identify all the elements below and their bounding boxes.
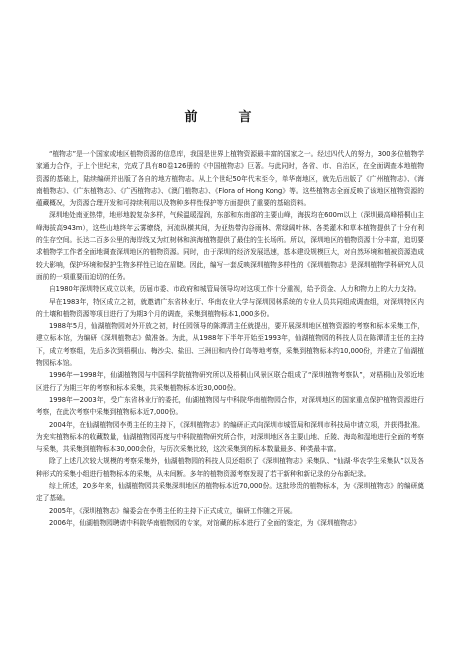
paragraph: 1998年—2003年，受广东省林业厅的委托，仙湖植物园与中科院华南植物园合作，对深圳地区的国家重点保护植物资源进行考察，在此次考察中采集到植物标本近7,000份。 [36, 395, 424, 417]
paragraph: 1996年—1998年，仙湖植物园与中国科学院植物研究所以及梧桐山风景区联合组成了“深圳植物考察队”，对梧桐山及邻近地区进行了为期三年的考察和标本采集，共采集植物标本近30,000份。 [36, 371, 424, 392]
page-title: 前 言 [184, 110, 266, 125]
paragraph: 2006年，仙湖植物园聘请中科院华南植物园的专家，对馆藏的标本进行了全面的鉴定，为《深圳植物志》 [49, 518, 361, 527]
paragraph: 2005年，《深圳植物志》编委会在李勇主任的主持下正式成立，编研工作随之开展。 [49, 506, 297, 515]
preface-body [36, 148, 424, 529]
paragraph: 1988年5月，仙湖植物园对外开放之初，时任园领导的陈潭清主任就提出，要开展深圳地区植物资源的考察和标本采集工作，建立标本馆，为编研《深圳植物志》做准备。为此，从1988年下半年开始至1993年，仙湖植物园的科技人员在陈潭清主任的主持下，成立考察组，先后多次到梧桐山、梅沙尖、盐田、三洲田和内伶仃岛等地考察，采集到植物标本约10,000份，并建立了仙湖植物园标本馆。 [36, 322, 424, 368]
paragraph: 早在1983年，特区成立之初，就邀请广东省林业厅、华南农业大学与深圳园林系统的专业人员共同组成调查组，对深圳特区内的土壤和植物资源等项目进行了为期3个月的调查，采集到植物标本1,000多份。 [36, 297, 424, 318]
paragraph: 深圳地处南亚热带，地形地貌复杂多样，气候温暖湿润，东部和东南部的主要山峰，海拔均在600m以上（深圳最高峰梧桐山主峰海拔高943m），这些山地终年云雾缭绕，河流纵横其间，为亚热带沟谷雨林、常绿阔叶林、各类灌木和草本植物提供了十分有利的生存空间。长达二百多公里的海岸线又为红树林和滨海植物提供了最佳的生长场所。所以，深圳地区的植物资源十分丰富，追切要求植物学工作者全面地调查深圳地区的植物资源。同时，由于深圳的经济发展迅速，基本建设规模巨大，对自然环境和植被资源造成较大影响，保护环境和保护生物多样性已迫在眉睫。因此，编写一套反映深圳植物多样性的《深圳植物志》是深圳植物学科研究人员面前的一项重要而迫切的任务。 [36, 211, 424, 281]
paragraph: “植物志”是一个国家或地区植物资源的信息库，我国是世界上植物资源最丰富的国家之一。经过四代人的努力，300多位植物学家通力合作，于上个世纪末，完成了具有80卷126册的《中国植物志》巨著。与此同时，各省、市、自治区，在全面调查本地植物资源的基础上，陆续编研并出版了各自的地方植物志。从上个世纪50年代末至今，单华南地区，就先后出版了《广州植物志》、《海南植物志》、《广东植物志》、《广西植物志》、《澳门植物志》、《Flora of Hong Kong》等。这些植物志全面反映了该地区植物资源的蕴藏概况，为资源合理开发和可持续利用以及物种多样性保护等方面提供了重要的基础资料。 [36, 150, 424, 208]
paragraph: 综上所述，20多年来，仙湖植物园共采集深圳地区的植物标本近70,000份。这批珍贵的植物标本，为《深圳植物志》的编研奠定了基础。 [36, 482, 424, 503]
paragraph: 自1980年深圳特区成立以来，历届市委、市政府和城管局领导均对这项工作十分重视，给予资金、人力和物力上的大力支持。 [49, 285, 421, 294]
paragraph: 除了上述几次较大规模的考察采集外，仙湖植物园的科技人员还组织了《深圳植物志》采集队、“仙湖·华农学生采集队”以及各种形式的采集小组进行植物标本的采集，从未间断。多年的植物资源考察发现了若干新种和新记录的分布新纪录。 [36, 457, 424, 478]
paragraph: 2004年，在仙湖植物园李勇主任的主持下，《深圳植物志》的编研正式向深圳市城管局和深圳市科技局申请立项，并获得批准。为充实植物标本的收藏数量，仙湖植物园再度与中科院植物研究所合作，对深圳地区各主要山地、丘陵、海岛和湿地进行全面的考察与采集，共采集到植物标本30,000余份，与历次采集比较，这次采集到的标本数量最多、种类最丰富。 [36, 420, 424, 454]
